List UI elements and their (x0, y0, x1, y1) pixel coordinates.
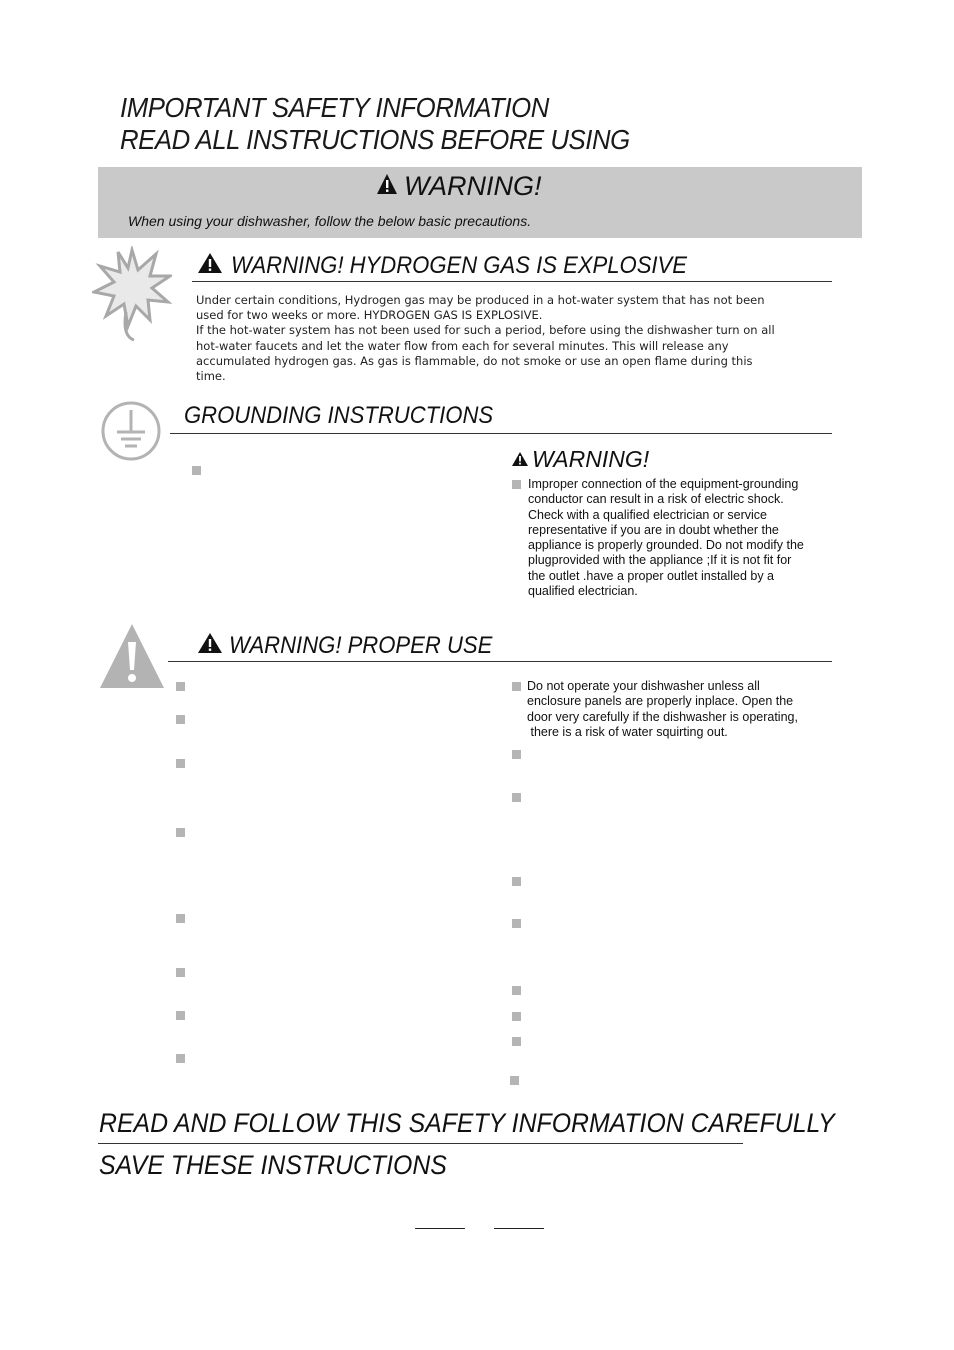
divider (168, 661, 832, 662)
grounding-line: appliance is properly grounded. Do not modify the (528, 538, 804, 553)
bullet (192, 466, 201, 475)
grounding-line: Check with a qualified electrician or service (528, 507, 767, 522)
grounding-warning-text (528, 477, 828, 599)
grounding-line: the outlet .have a proper outlet installed by a (528, 568, 774, 583)
bullet (176, 715, 185, 724)
hydrogen-text (196, 293, 796, 384)
warning-banner (98, 167, 862, 238)
proper-use-line: Do not operate your dishwasher unless all (527, 679, 760, 693)
ground-icon (100, 400, 162, 462)
grounding-warning-title: WARNING! (532, 446, 650, 472)
divider (170, 433, 832, 434)
bullet (176, 828, 185, 837)
bullet (512, 682, 521, 691)
bullet (512, 750, 521, 759)
divider (98, 1143, 743, 1144)
hydrogen-line: time. (196, 369, 226, 384)
explosion-icon (92, 246, 172, 344)
banner-title: WARNING! (404, 171, 542, 201)
bullet (176, 1011, 185, 1020)
bullet (512, 1037, 521, 1046)
page-title-line1: IMPORTANT SAFETY INFORMATION (120, 92, 549, 123)
footer-line2: SAVE THESE INSTRUCTIONS (99, 1150, 447, 1180)
page-number-rule (415, 1228, 465, 1229)
exclamation-triangle-icon (98, 622, 166, 690)
bullet (176, 682, 185, 691)
footer-line1: READ AND FOLLOW THIS SAFETY INFORMATION CAREFULLY (99, 1108, 835, 1138)
bullet (176, 1054, 185, 1063)
warning-triangle-icon (197, 632, 223, 654)
grounding-heading: GROUNDING INSTRUCTIONS (184, 402, 494, 429)
proper-use-line: enclosure panels are properly inplace. Open the (527, 694, 794, 709)
hydrogen-line: accumulated hydrogen gas. As gas is flammable, do not smoke or use an open flame during this (196, 353, 753, 368)
bullet (512, 877, 521, 886)
proper-use-heading: WARNING! PROPER USE (229, 632, 493, 659)
hydrogen-heading: WARNING! HYDROGEN GAS IS EXPLOSIVE (231, 252, 688, 279)
hydrogen-line: If the hot-water system has not been used for such a period, before using the dishwasher turn on all (196, 323, 775, 338)
bullet (512, 1012, 521, 1021)
proper-use-line: door very carefully if the dishwasher is operating, (527, 709, 798, 724)
bullet (512, 793, 521, 802)
grounding-line: plugprovided with the appliance ;If it is not fit for (528, 553, 792, 568)
warning-triangle-icon (376, 173, 398, 195)
page-title-line2: READ ALL INSTRUCTIONS BEFORE USING (120, 124, 630, 155)
bullet (176, 759, 185, 768)
hydrogen-line: used for two weeks or more. HYDROGEN GAS IS EXPLOSIVE. (196, 308, 543, 323)
bullet (512, 480, 521, 489)
hydrogen-line: hot-water faucets and let the water flow from each for several minutes. This will release any (196, 338, 729, 353)
divider (192, 281, 832, 282)
bullet (176, 914, 185, 923)
grounding-line: qualified electrician. (528, 584, 638, 599)
bullet (512, 919, 521, 928)
grounding-line: Improper connection of the equipment-grounding (528, 477, 799, 491)
grounding-line: representative if you are in doubt whether the (528, 522, 779, 537)
bullet (176, 968, 185, 977)
warning-triangle-icon (511, 451, 529, 467)
bullet (512, 986, 521, 995)
bullet (510, 1076, 519, 1085)
banner-subtitle: When using your dishwasher, follow the below basic precautions. (128, 213, 532, 229)
proper-use-text (527, 679, 827, 740)
proper-use-line: there is a risk of water squirting out. (527, 724, 728, 739)
warning-triangle-icon (197, 252, 223, 274)
grounding-line: conductor can result in a risk of electric shock. (528, 492, 784, 507)
hydrogen-line: Under certain conditions, Hydrogen gas may be produced in a hot-water system that has not been (196, 293, 765, 307)
page-number-rule (494, 1228, 544, 1229)
